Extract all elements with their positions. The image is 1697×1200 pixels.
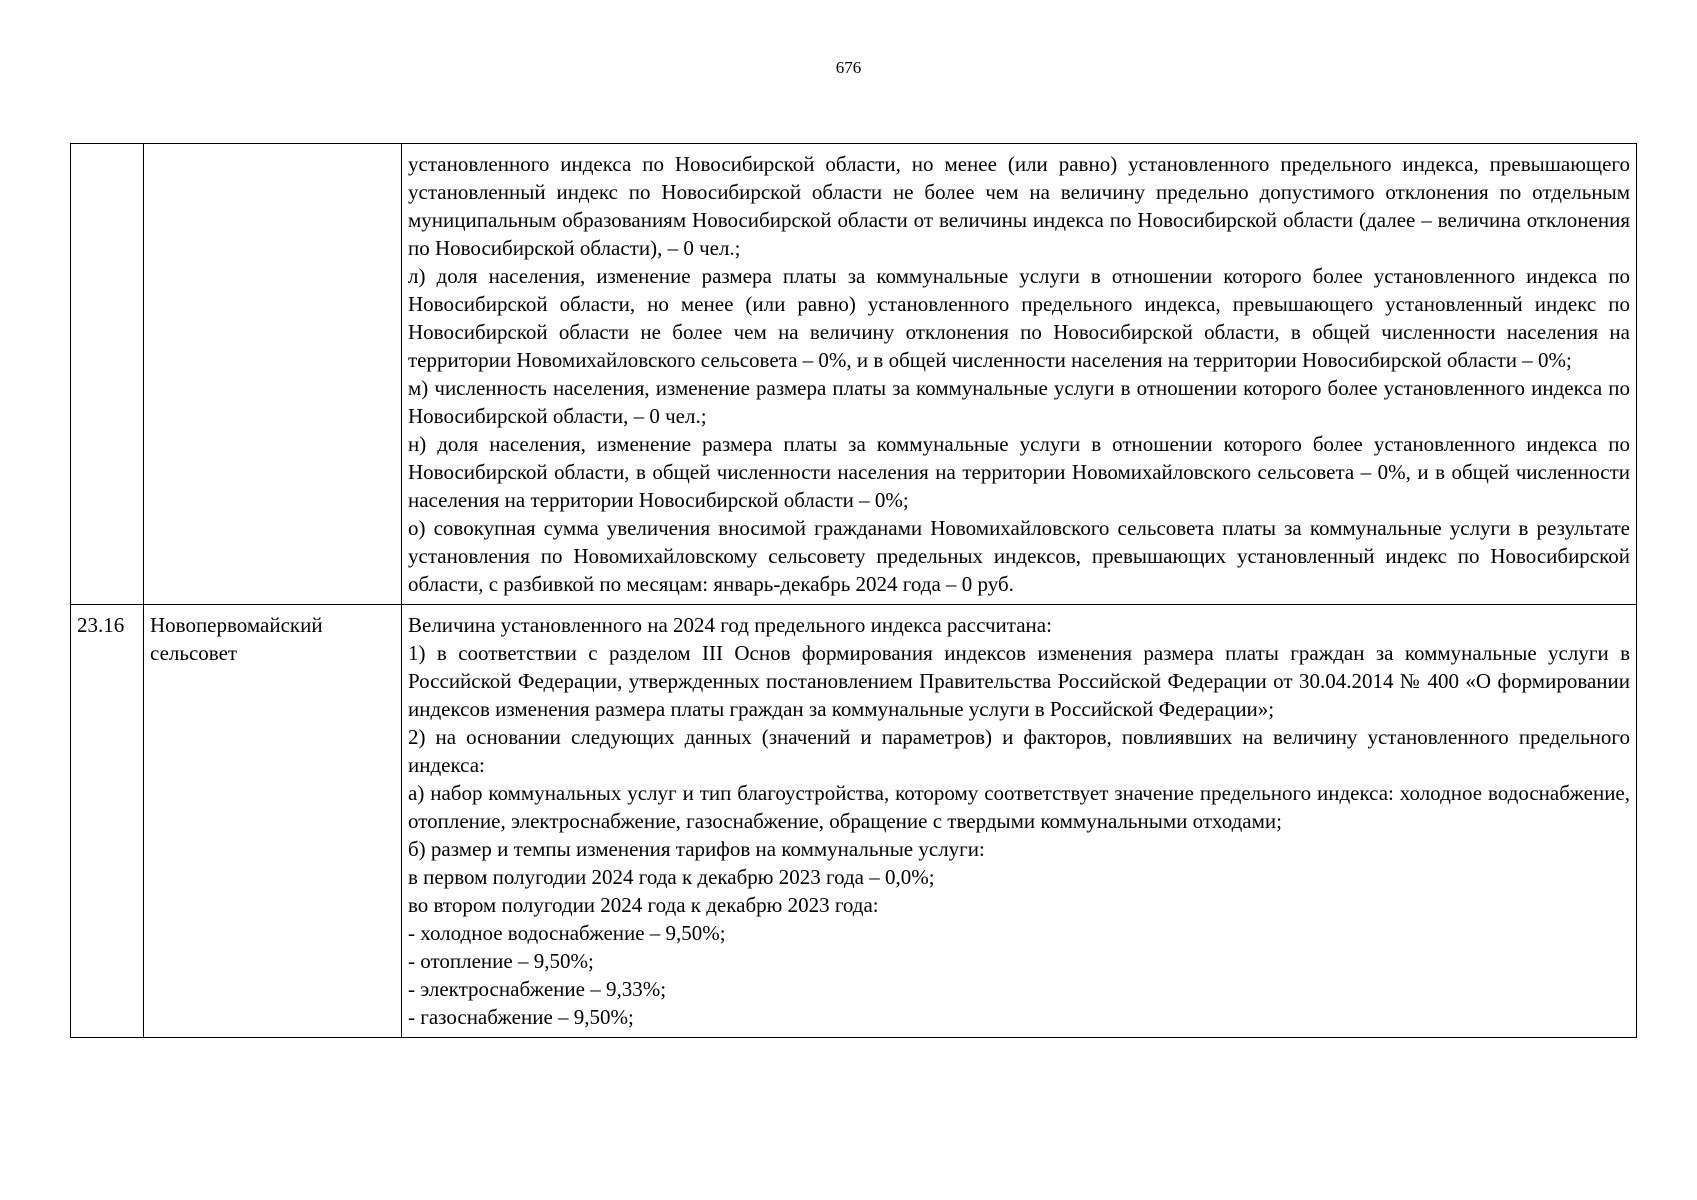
paragraph: - газоснабжение – 9,50%; bbox=[408, 1005, 634, 1029]
paragraph: - отопление – 9,50%; bbox=[408, 949, 594, 973]
paragraph: - холодное водоснабжение – 9,50%; bbox=[408, 921, 726, 945]
description-cell bbox=[402, 144, 1637, 605]
paragraph: а) набор коммунальных услуг и тип благоустройства, которому соответствует значение предельного индекса: холодное водоснабжение, отопление, электроснабжение, газоснабжение, обращение с твердыми коммунальными отходами; bbox=[408, 781, 1630, 833]
paragraph: установленного индекса по Новосибирской области, но менее (или равно) установленного предельного индекса, превышающего установленный индекс по Новосибирской области не более чем на величину предельно допустимого отклонения по отдельным муниципальным образованиям Новосибирской области от величины индекса по Новосибирской области (далее – величина отклонения по Новосибирской области), – 0 чел.; bbox=[408, 152, 1630, 260]
document-table bbox=[70, 143, 1637, 1038]
paragraph: м) численность населения, изменение размера платы за коммунальные услуги в отношении которого более установленного индекса по Новосибирской области, – 0 чел.; bbox=[408, 376, 1630, 428]
paragraph: л) доля населения, изменение размера платы за коммунальные услуги в отношении которого более установленного индекса по Новосибирской области, но менее (или равно) установленного предельного индекса, превышающего установленный индекс по Новосибирской области не более чем на величину отклонения по Новосибирской области, в общей численности населения на территории Новомихайловского сельсовета – 0%, и в общей численности населения на территории Новосибирской области – 0%; bbox=[408, 264, 1630, 372]
description-cell bbox=[402, 605, 1637, 1038]
paragraph: 1) в соответствии с разделом III Основ формирования индексов изменения размера платы граждан за коммунальные услуги в Российской Федерации, утвержденных постановлением Правительства Российской Федерации от 30.04.2014 № 400 «О формировании индексов изменения размера платы граждан за коммунальные услуги в Российской Федерации»; bbox=[408, 641, 1630, 721]
municipality-name-cell bbox=[144, 144, 402, 605]
table-row bbox=[71, 144, 1637, 605]
paragraph: 2) на основании следующих данных (значений и параметров) и факторов, повлиявших на величину установленного предельного индекса: bbox=[408, 725, 1630, 777]
page-number: 676 bbox=[835, 58, 862, 77]
row-number-cell: 23.16 bbox=[71, 605, 144, 1038]
paragraph: б) размер и темпы изменения тарифов на коммунальные услуги: bbox=[408, 837, 985, 861]
paragraph: во втором полугодии 2024 года к декабрю 2023 года: bbox=[408, 893, 879, 917]
table-row bbox=[71, 605, 1637, 1038]
paragraph: Величина установленного на 2024 год предельного индекса рассчитана: bbox=[408, 613, 1052, 637]
municipality-name-cell: Новопервомайский сельсовет bbox=[144, 605, 402, 1038]
paragraph: о) совокупная сумма увеличения вносимой гражданами Новомихайловского сельсовета платы за коммунальные услуги в результате установления по Новомихайловскому сельсовету предельных индексов, превышающих установленный индекс по Новосибирской области, с разбивкой по месяцам: январь-декабрь 2024 года – 0 руб. bbox=[408, 516, 1630, 596]
paragraph: - электроснабжение – 9,33%; bbox=[408, 977, 667, 1001]
paragraph: н) доля населения, изменение размера платы за коммунальные услуги в отношении которого более установленного индекса по Новосибирской области, в общей численности населения на территории Новомихайловского сельсовета – 0%, и в общей численности населения на территории Новосибирской области – 0%; bbox=[408, 432, 1630, 512]
paragraph: в первом полугодии 2024 года к декабрю 2023 года – 0,0%; bbox=[408, 865, 935, 889]
row-number-cell bbox=[71, 144, 144, 605]
